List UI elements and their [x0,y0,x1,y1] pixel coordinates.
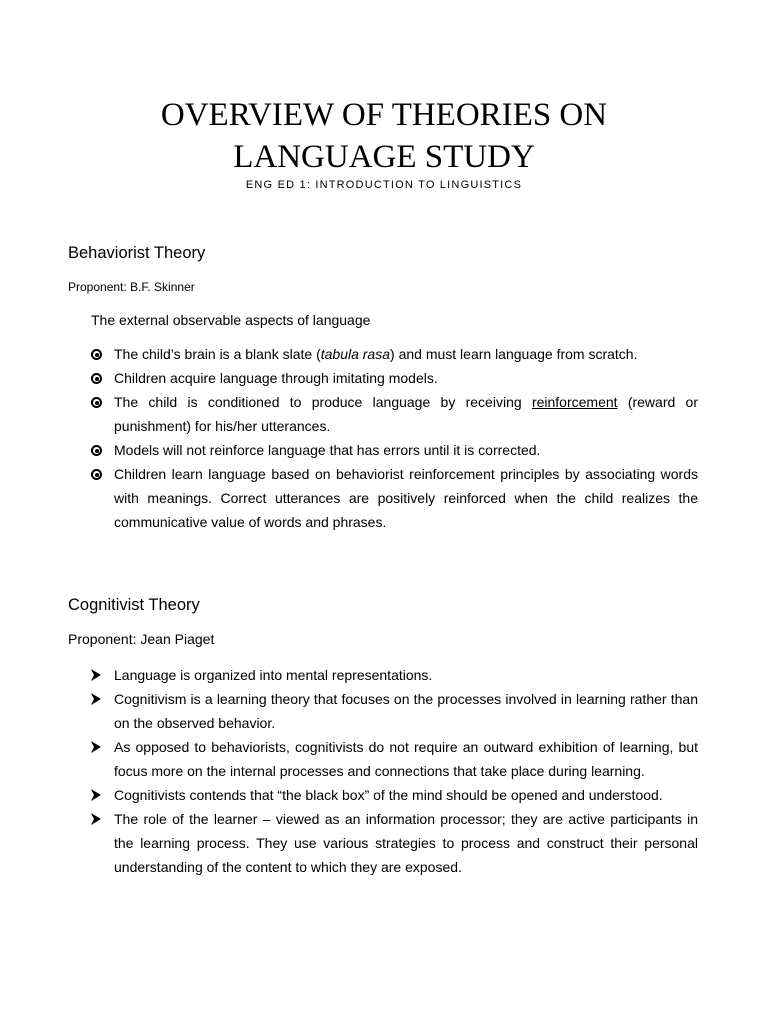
arrowhead-bullet-icon [90,687,106,711]
circled-dot-bullet-icon [90,366,106,390]
list-item [114,462,698,534]
arrowhead-bullet-icon [90,663,106,687]
list-item-text: Cognitivism is a learning theory that focuses on the processes involved in learning rather than on the observed behavior. [114,691,698,731]
list-item [114,687,698,735]
list-item [114,783,698,807]
list-item-text: Language is organized into mental representations. [114,667,433,683]
page-title-line-1: OVERVIEW OF THEORIES ON [160,97,608,133]
circled-dot-bullet-icon [90,390,106,414]
list-item [114,663,698,687]
list-item-text: Models will not reinforce language that has errors until it is corrected. [114,442,541,458]
circled-dot-bullet-icon [90,462,106,486]
arrowhead-bullet-icon [90,783,106,807]
list-item [114,366,698,390]
cognitivist-points-list [0,663,768,879]
list-item-text-after: (reward or punishment) for his/her utterances. [114,394,699,434]
list-item-text-before: The child’s brain is a blank slate ( [114,346,321,362]
list-item [114,342,698,366]
list-item-text-underline: reinforcement [531,394,618,410]
list-item [114,807,698,879]
circled-dot-bullet-icon [90,438,106,462]
list-item-text: As opposed to behaviorists, cognitivists do not require an outward exhibition of learning, but focus more on the internal processes and connections that take place during learning. [114,739,698,779]
list-item-text: Children acquire language through imitating models. [114,370,438,386]
behaviorist-points-list [0,342,768,534]
behaviorist-proponent: Proponent: B.F. Skinner [68,280,195,294]
circled-dot-bullet-icon [90,342,106,366]
list-item [114,390,698,438]
cognitivist-proponent: Proponent: Jean Piaget [68,631,215,647]
list-item-text: Cognitivists contends that “the black box” of the mind should be opened and understood. [114,787,663,803]
behaviorist-heading: Behaviorist Theory [68,244,206,262]
list-item-text: The role of the learner – viewed as an information processor; they are active participants in the learning process. They use various strategies to process and construct their personal understanding of the content to which they are exposed. [114,811,698,875]
behaviorist-intro: The external observable aspects of language [91,312,371,328]
arrowhead-bullet-icon [90,807,106,831]
list-item-text-before: The child is conditioned to produce language by receiving [114,394,532,410]
list-item-text: Children learn language based on behaviorist reinforcement principles by associating words with meanings. Correct utterances are positively reinforced when the child realizes the communicative value of words and phrases. [114,466,698,530]
course-subtitle: ENG ED 1: INTRODUCTION TO LINGUISTICS [245,179,523,191]
arrowhead-bullet-icon [90,735,106,759]
list-item-text-italic: tabula rasa [320,346,391,362]
list-item [114,438,698,462]
list-item-text-after: ) and must learn language from scratch. [390,346,638,362]
list-item [114,735,698,783]
cognitivist-heading: Cognitivist Theory [68,596,200,614]
page-title-line-2: LANGUAGE STUDY [233,139,535,175]
